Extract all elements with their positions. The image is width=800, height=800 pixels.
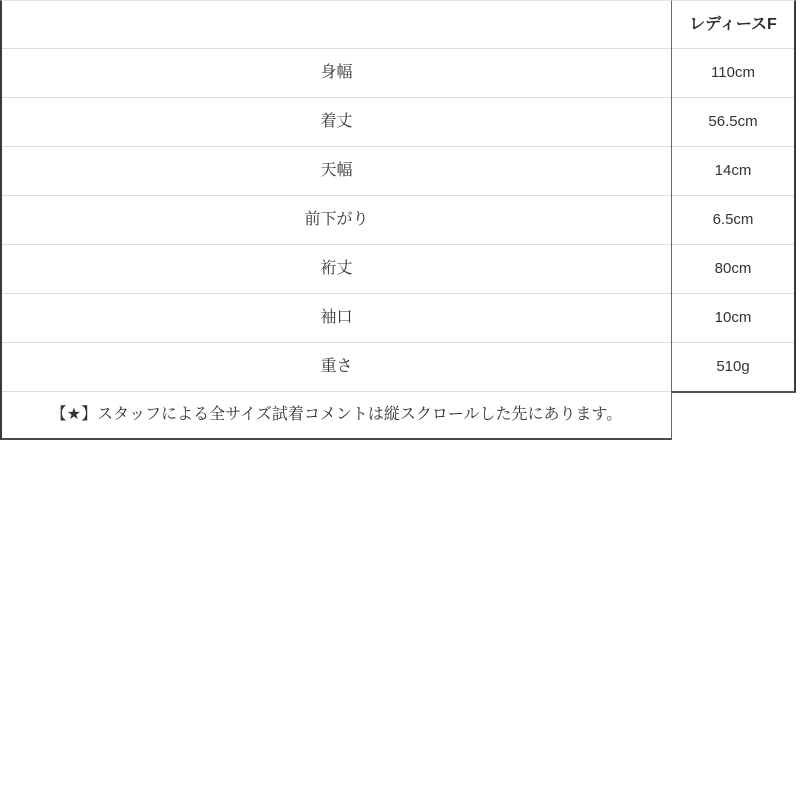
size-note: 【★】スタッフによる全サイズ試着コメントは縦スクロールした先にあります。 xyxy=(50,406,623,424)
column-header-ladies-f: レディースF xyxy=(672,1,794,49)
table-row-label: 天幅 xyxy=(2,147,671,196)
table-row-label: 前下がり xyxy=(2,196,671,245)
table-row-label: 裄丈 xyxy=(2,245,671,294)
size-chart-label-table xyxy=(0,0,672,440)
corner-empty-cell xyxy=(2,1,671,49)
table-row-label: 重さ xyxy=(2,343,671,392)
table-row-label: 袖口 xyxy=(2,294,671,343)
table-row-label: 身幅 xyxy=(2,49,671,98)
table-row-value: 510g xyxy=(716,358,750,375)
table-row-value: 110cm xyxy=(672,49,794,98)
table-row-label: 着丈 xyxy=(2,98,671,147)
size-chart-value-column xyxy=(672,0,796,393)
table-row-value: 56.5cm xyxy=(672,98,794,147)
table-row-value: 6.5cm xyxy=(672,196,794,245)
table-row-value: 10cm xyxy=(672,294,794,343)
table-row-value: 80cm xyxy=(672,245,794,294)
table-row-value: 14cm xyxy=(672,147,794,196)
